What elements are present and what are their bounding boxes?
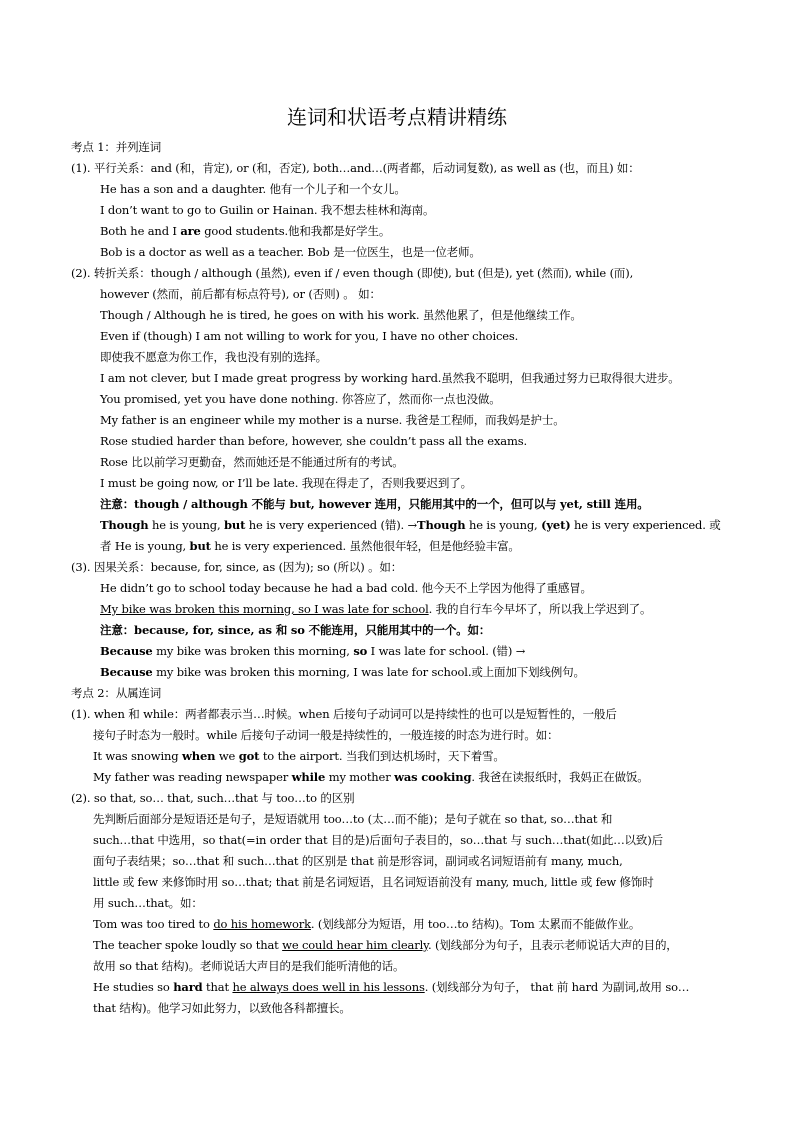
text-run: 接句子时态为一般时。while 后接句子动词一般是持续性的，一般连接的时态为进行时。如： <box>93 728 559 742</box>
example-line <box>100 599 651 619</box>
text-run: 考点 1：并列连词 <box>71 140 162 154</box>
bold-text: but <box>189 539 211 553</box>
text-run: . 我的自行车今早坏了，所以我上学迟到了。 <box>428 602 652 616</box>
item-1-when-while-cont <box>93 725 558 745</box>
item-1-when-while <box>71 704 617 724</box>
underlined-text: we could hear him clearly <box>282 938 428 952</box>
text-run: . 我爸在读报纸时，我妈正在做饭。 <box>471 770 649 784</box>
text-run: that <box>202 980 233 994</box>
example-line <box>100 221 390 241</box>
text-run: good students.他和我都是好学生。 <box>200 224 391 238</box>
text-run: my bike was broken this morning, I was late for school.或上面加下划线例句。 <box>152 665 585 679</box>
text-run: . (划线部分为句子，且表示老师说话大声的目的， <box>427 938 678 952</box>
bold-text: 注意：though / although 不能与 but, however 连用，只能用其中的一个，但可以与 yet, still 连用。 <box>100 497 649 511</box>
example-line <box>93 977 689 997</box>
text-run: 者 He is young, <box>100 539 190 553</box>
text-run: (1). 平行关系：and (和，肯定), or (和，否定), both…and…(两者都，后动词复数), as well as (也，而且) 如： <box>71 161 640 175</box>
example-line <box>100 452 404 472</box>
section-heading-2 <box>71 683 161 703</box>
example-line <box>100 662 585 682</box>
text-run: 用 such…that。如： <box>93 896 203 910</box>
example-line <box>100 368 680 388</box>
text-run: we <box>215 749 239 763</box>
example-line <box>93 998 351 1018</box>
explanation-line <box>93 851 623 871</box>
text-run: He didn’t go to school today because he had a bad cold. 他今天不上学因为他得了重感冒。 <box>100 581 592 595</box>
underlined-text: do his homework <box>213 917 311 931</box>
item-3-cause <box>71 557 402 577</box>
text-run: I don’t want to go to Guilin or Hainan. 我不想去桂林和海南。 <box>100 203 435 217</box>
item-2-contrast <box>71 263 633 283</box>
example-line <box>100 578 592 598</box>
example-line <box>100 473 472 493</box>
bold-text: Because <box>100 665 153 679</box>
text-run: Though / Although he is tired, he goes on with his work. 虽然他累了，但是他继续工作。 <box>100 308 582 322</box>
text-run: It was snowing <box>93 749 183 763</box>
explanation-line <box>93 872 654 892</box>
explanation-line <box>93 830 663 850</box>
text-run: however (然而，前后都有标点符号), or (否则) 。 如： <box>100 287 381 301</box>
bold-text: 注意：because, for, since, as 和 so 不能连用，只能用其中的一个。如： <box>100 623 491 637</box>
text-run: he is young, <box>465 518 542 532</box>
text-run: (1). when 和 while：两者都表示当…时候。when 后接句子动词可以是持续性的也可以是短暂性的，一般后 <box>71 707 617 721</box>
bold-text: are <box>180 224 201 238</box>
example-line <box>100 242 481 262</box>
item-1-parallel <box>71 158 640 178</box>
text-run: 故用 so that 结构)。老师说话大声目的是我们能听清他的话。 <box>93 959 405 973</box>
example-line <box>93 767 649 787</box>
text-run: Rose 比以前学习更勤奋，然而她还是不能通过所有的考试。 <box>100 455 404 469</box>
bold-text: Because <box>100 644 153 658</box>
text-run: 面句子表结果；so…that 和 such…that 的区别是 that 前是形容词，副词或名词短语前有 many, much, <box>93 854 623 868</box>
text-run: my mother <box>325 770 395 784</box>
example-line <box>100 305 582 325</box>
text-run: he is young, <box>148 518 225 532</box>
example-line <box>100 200 434 220</box>
text-run: I am not clever, but I made great progress by working hard.虽然我不聪明，但我通过努力已取得很大进步。 <box>100 371 680 385</box>
text-run: little 或 few 来修饰时用 so…that; that 前是名词短语，且名词短语前没有 many, much, little 或 few 修饰时 <box>93 875 654 889</box>
text-run: he is very experienced. 虽然他很年轻，但是他经验丰富。 <box>210 539 520 553</box>
example-line <box>100 389 501 409</box>
text-run: such…that 中选用，so that(=in order that 目的是)后面句子表目的，so…that 与 such…that(如此…以致)后 <box>93 833 663 847</box>
example-line <box>93 914 640 934</box>
example-line <box>100 641 525 661</box>
text-run: that 结构)。他学习如此努力，以致他各科都擅长。 <box>93 1001 351 1015</box>
bold-text: so <box>353 644 368 658</box>
section-heading-1 <box>71 137 161 157</box>
text-run: (2). so that, so… that, such…that 与 too…to 的区别 <box>71 791 355 805</box>
text-run: . (划线部分为句子， that 前 hard 为副词,故用 so… <box>424 980 690 994</box>
bold-text: Though <box>417 518 466 532</box>
note-line <box>100 620 490 640</box>
example-line <box>100 431 527 451</box>
text-run: You promised, yet you have done nothing. 你答应了，然而你一点也没做。 <box>100 392 501 406</box>
text-run: My father is an engineer while my mother is a nurse. 我爸是工程师，而我妈是护士。 <box>100 413 565 427</box>
example-line <box>100 326 518 346</box>
text-run: Both he and I <box>100 224 181 238</box>
text-run: he is very experienced. 或 <box>570 518 721 532</box>
bold-text: but <box>224 518 246 532</box>
bold-text: got <box>238 749 260 763</box>
bold-text: Though <box>100 518 149 532</box>
explanation-line <box>93 893 203 913</box>
bold-text: (yet) <box>541 518 571 532</box>
text-run: (3). 因果关系：because, for, since, as (因为); so (所以) 。如： <box>71 560 403 574</box>
text-run: He has a son and a daughter. 他有一个儿子和一个女儿。 <box>100 182 406 196</box>
example-line <box>93 935 678 955</box>
bold-text: was cooking <box>394 770 472 784</box>
text-run: (2). 转折关系：though / although (虽然), even if / even though (即使), but (但是), yet (然而), while (而), <box>71 266 634 280</box>
text-run: Even if (though) I am not willing to work for you, I have no other choices. <box>100 329 519 343</box>
bold-text: when <box>182 749 216 763</box>
example-line <box>100 179 406 199</box>
example-line <box>93 956 404 976</box>
item-2-contrast-cont <box>100 284 381 304</box>
text-run: I must be going now, or I’ll be late. 我现在得走了，否则我要迟到了。 <box>100 476 472 490</box>
note-line <box>100 494 649 514</box>
example-line <box>100 536 520 556</box>
example-line <box>100 347 327 367</box>
bold-text: hard <box>173 980 203 994</box>
example-line <box>100 515 721 535</box>
text-run: Tom was too tired to <box>93 917 214 931</box>
text-run: he is very experienced (错). → <box>245 518 418 532</box>
underlined-text: My bike was broken this morning, so I was late for school <box>100 602 429 616</box>
page-title: 连词和状语考点精讲精练 <box>287 105 507 129</box>
text-run: My father was reading newspaper <box>93 770 292 784</box>
text-run: Rose studied harder than before, however, she couldn’t pass all the exams. <box>100 434 528 448</box>
bold-text: while <box>291 770 326 784</box>
text-run: my bike was broken this morning, <box>152 644 354 658</box>
text-run: He studies so <box>93 980 174 994</box>
text-run: Bob is a doctor as well as a teacher. Bob 是一位医生，也是一位老师。 <box>100 245 481 259</box>
text-run: . (划线部分为短语，用 too…to 结构)。Tom 太累而不能做作业。 <box>310 917 641 931</box>
example-line <box>100 410 565 430</box>
text-run: 先判断后面部分是短语还是句子，是短语就用 too…to (太…而不能)；是句子就在 so that, so…that 和 <box>93 812 613 826</box>
example-line <box>93 746 505 766</box>
text-run: 考点 2：从属连词 <box>71 686 162 700</box>
text-run: 即使我不愿意为你工作，我也没有别的选择。 <box>100 350 327 364</box>
text-run: to the airport. 当我们到达机场时，天下着雪。 <box>259 749 505 763</box>
text-run: The teacher spoke loudly so that <box>93 938 283 952</box>
item-2-so-that <box>71 788 354 808</box>
explanation-line <box>93 809 612 829</box>
underlined-text: he always does well in his lessons <box>232 980 425 994</box>
text-run: I was late for school. (错) → <box>367 644 526 658</box>
